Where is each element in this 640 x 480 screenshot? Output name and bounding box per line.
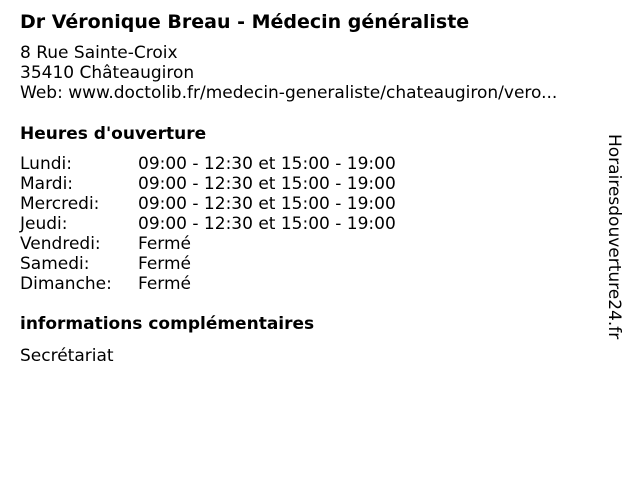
hours-day: Dimanche: [20, 274, 112, 294]
hours-time: Fermé [138, 234, 192, 254]
address-block [20, 43, 557, 103]
hours-day: Vendredi: [20, 234, 101, 254]
address-city: 35410 Châteaugiron [20, 63, 195, 83]
hours-time: Fermé [138, 254, 192, 274]
hours-time: 09:00 - 12:30 et 15:00 - 19:00 [138, 174, 396, 194]
hours-row [20, 234, 396, 254]
hours-day: Mardi: [20, 174, 74, 194]
hours-row [20, 274, 396, 294]
hours-heading: Heures d'ouverture [20, 124, 207, 144]
hours-time: 09:00 - 12:30 et 15:00 - 19:00 [138, 214, 396, 234]
address-web: Web: www.doctolib.fr/medecin-generaliste/chateaugiron/vero... [20, 83, 558, 103]
info-text: Secrétariat [20, 346, 114, 366]
page-title: Dr Véronique Breau - Médecin généraliste [20, 11, 470, 33]
hours-row [20, 194, 396, 214]
hours-time: 09:00 - 12:30 et 15:00 - 19:00 [138, 154, 396, 174]
hours-row [20, 174, 396, 194]
hours-day: Lundi: [20, 154, 72, 174]
hours-list [20, 154, 396, 294]
info-heading: informations complémentaires [20, 314, 315, 334]
hours-day: Jeudi: [20, 214, 68, 234]
hours-row [20, 214, 396, 234]
hours-day: Mercredi: [20, 194, 100, 214]
hours-day: Samedi: [20, 254, 90, 274]
hours-time: Fermé [138, 274, 192, 294]
hours-time: 09:00 - 12:30 et 15:00 - 19:00 [138, 194, 396, 214]
address-street: 8 Rue Sainte-Croix [20, 43, 178, 63]
hours-row [20, 154, 396, 174]
site-watermark: Horairesdouverture24.fr [604, 134, 624, 340]
hours-row [20, 254, 396, 274]
